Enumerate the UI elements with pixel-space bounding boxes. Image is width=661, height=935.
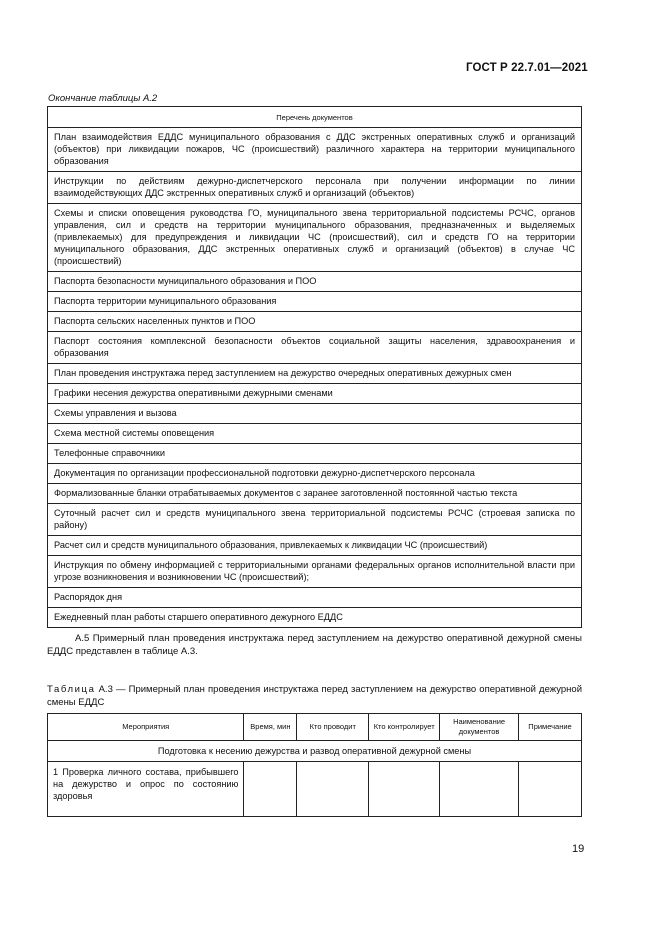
documents-column-header: Перечень документов — [48, 107, 582, 128]
table-row — [48, 556, 582, 588]
table-row — [48, 292, 582, 312]
documents-table — [47, 106, 582, 628]
table-a3-title-text: А.3 — Примерный план проведения инструктажа перед заступлением на дежурство оперативной дежурной смены ЕДДС — [47, 684, 583, 708]
document-cell: Паспорта территории муниципального образования — [48, 292, 582, 312]
document-cell: Инструкция по обмену информацией с территориальными органами федеральных органов исполнительной власти при угрозе возникновения и возникновении ЧС (происшествий); — [48, 556, 582, 588]
documents-cell — [440, 762, 519, 817]
document-cell: Схемы управления и вызова — [48, 404, 582, 424]
table-row — [48, 364, 582, 384]
table-row — [48, 608, 582, 628]
briefing-plan-table — [47, 713, 582, 817]
section-row — [48, 741, 582, 762]
table-row — [48, 128, 582, 172]
column-header-time: Время, мин — [244, 714, 297, 741]
column-header-activities: Мероприятия — [48, 714, 244, 741]
document-cell: Схема местной системы оповещения — [48, 424, 582, 444]
document-standard-header: ГОСТ Р 22.7.01—2021 — [466, 62, 588, 74]
table-row — [48, 424, 582, 444]
document-cell: Паспорта безопасности муниципального образования и ПОО — [48, 272, 582, 292]
conducts-cell — [297, 762, 369, 817]
section-title: Подготовка к несению дежурства и развод оперативной дежурной смены — [48, 741, 582, 762]
table-a3-title — [47, 683, 582, 709]
table-row — [48, 536, 582, 556]
table-row — [48, 588, 582, 608]
time-cell — [244, 762, 297, 817]
table-label: Таблица — [47, 684, 96, 695]
table-row — [48, 172, 582, 204]
page-number: 19 — [572, 843, 585, 855]
document-cell: План взаимодействия ЕДДС муниципального образования с ДДС экстренных оперативных служб и организаций (объектов) при ликвидации пожаров, ЧС (происшествий) различного характера на территории муниципального образования — [48, 128, 582, 172]
table-row — [48, 332, 582, 364]
document-cell: Паспорта сельских населенных пунктов и ПОО — [48, 312, 582, 332]
document-cell: Инструкции по действиям дежурно-диспетчерского персонала при получении информации по линии взаимодействующих ДДС экстренных оперативных служб и организаций (объектов) — [48, 172, 582, 204]
document-cell: Телефонные справочники — [48, 444, 582, 464]
document-cell: Суточный расчет сил и средств муниципального звена территориальной подсистемы РСЧС (строевая записка по району) — [48, 504, 582, 536]
table-row — [48, 384, 582, 404]
document-cell: Распорядок дня — [48, 588, 582, 608]
document-cell: Ежедневный план работы старшего оперативного дежурного ЕДДС — [48, 608, 582, 628]
paragraph-a5: А.5 Примерный план проведения инструктажа перед заступлением на дежурство оперативной дежурной смены ЕДДС представлен в таблице А.3. — [47, 633, 582, 657]
table-row — [48, 204, 582, 272]
column-header-controls: Кто контролирует — [369, 714, 440, 741]
document-cell: План проведения инструктажа перед заступлением на дежурство очередных оперативных дежурных смен — [48, 364, 582, 384]
column-header-conducts: Кто проводит — [297, 714, 369, 741]
table-row — [48, 444, 582, 464]
column-header-documents: Наименование документов — [440, 714, 519, 741]
document-cell: Расчет сил и средств муниципального образования, привлекаемых к ликвидации ЧС (происшествий) — [48, 536, 582, 556]
document-cell: Документация по организации профессиональной подготовки дежурно-диспетчерского персонала — [48, 464, 582, 484]
table-row — [48, 312, 582, 332]
table-row — [48, 484, 582, 504]
table-row — [48, 404, 582, 424]
note-cell — [519, 762, 582, 817]
table-row — [48, 504, 582, 536]
document-cell: Графики несения дежурства оперативными дежурными сменами — [48, 384, 582, 404]
activity-cell: 1 Проверка личного состава, прибывшего на дежурство и опрос по состоянию здоровья — [48, 762, 244, 817]
column-header-note: Примечание — [519, 714, 582, 741]
table-row — [48, 762, 582, 817]
document-cell: Формализованные бланки отрабатываемых документов с заранее заготовленной постоянной частью текста — [48, 484, 582, 504]
table-row — [48, 272, 582, 292]
table-row — [48, 464, 582, 484]
document-cell: Паспорт состояния комплексной безопасности объектов социальной защиты населения, здравоохранения и образования — [48, 332, 582, 364]
document-cell: Схемы и списки оповещения руководства ГО, муниципального звена территориальной подсистемы РСЧС, органов управления, сил и средств на территории муниципального образования, предназначенных и выделяемых (привлекаемых) для предупреждения и ликвидации ЧС (происшествий), сил и средств ГО на территории муниципального образования, ДДС экстренных оперативных служб и организаций (объектов) в случае ЧС (происшествий) — [48, 204, 582, 272]
table-continuation-caption: Окончание таблицы А.2 — [48, 93, 158, 104]
controls-cell — [369, 762, 440, 817]
